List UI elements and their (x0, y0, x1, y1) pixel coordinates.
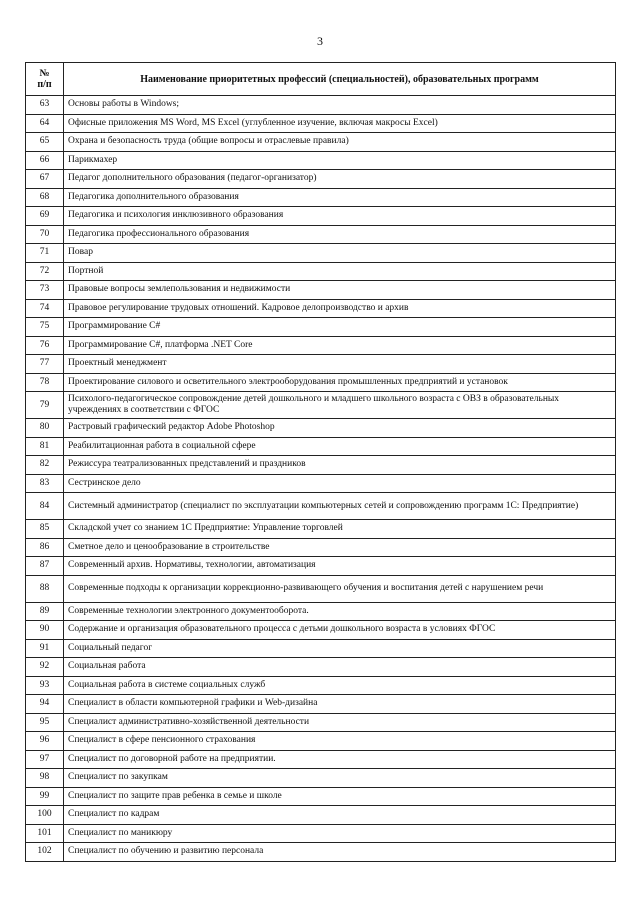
row-number: 102 (26, 843, 64, 862)
table-row (26, 621, 616, 640)
row-number: 99 (26, 787, 64, 806)
row-name: Складской учет со знанием 1С Предприятие: Управление торговлей (64, 520, 616, 539)
table-row (26, 769, 616, 788)
row-number: 94 (26, 695, 64, 714)
row-number: 70 (26, 225, 64, 244)
table-row (26, 244, 616, 263)
row-number: 72 (26, 262, 64, 281)
row-name: Портной (64, 262, 616, 281)
table-row (26, 806, 616, 825)
table-row (26, 474, 616, 493)
table-row (26, 787, 616, 806)
row-number: 86 (26, 538, 64, 557)
table-row (26, 151, 616, 170)
page-number: 3 (317, 34, 323, 48)
table-row (26, 318, 616, 337)
row-name: Специалист в области компьютерной графики и Web-дизайна (64, 695, 616, 714)
row-name: Педагогика и психология инклюзивного образования (64, 207, 616, 226)
row-number: 77 (26, 355, 64, 374)
table-row (26, 262, 616, 281)
row-name: Парикмахер (64, 151, 616, 170)
row-number: 92 (26, 658, 64, 677)
table-body (26, 96, 616, 862)
row-name: Охрана и безопасность труда (общие вопросы и отраслевые правила) (64, 133, 616, 152)
row-number: 65 (26, 133, 64, 152)
row-number: 83 (26, 474, 64, 493)
row-name: Современный архив. Нормативы, технологии, автоматизация (64, 557, 616, 576)
row-name: Специалист по договорной работе на предприятии. (64, 750, 616, 769)
table-row (26, 676, 616, 695)
row-name: Социальная работа в системе социальных служб (64, 676, 616, 695)
row-name: Социальная работа (64, 658, 616, 677)
table-row (26, 520, 616, 539)
table-row (26, 373, 616, 392)
row-name: Педагог дополнительного образования (педагог-организатор) (64, 170, 616, 189)
row-number: 68 (26, 188, 64, 207)
row-name: Педагогика дополнительного образования (64, 188, 616, 207)
row-name: Режиссура театрализованных представлений и праздников (64, 456, 616, 475)
table-row (26, 392, 616, 419)
table-row (26, 732, 616, 751)
row-number: 84 (26, 493, 64, 520)
table-row (26, 695, 616, 714)
row-name: Специалист административно-хозяйственной деятельности (64, 713, 616, 732)
table-row (26, 713, 616, 732)
row-name: Программирование C# (64, 318, 616, 337)
row-name: Растровый графический редактор Adobe Photoshop (64, 419, 616, 438)
header-name: Наименование приоритетных профессий (специальностей), образовательных программ (64, 63, 616, 96)
table-row (26, 336, 616, 355)
row-number: 85 (26, 520, 64, 539)
row-number: 88 (26, 575, 64, 602)
row-number: 90 (26, 621, 64, 640)
row-name: Специалист в сфере пенсионного страхования (64, 732, 616, 751)
row-number: 101 (26, 824, 64, 843)
row-name: Современные подходы к организации коррекционно-развивающего обучения и воспитания детей с нарушением речи (64, 575, 616, 602)
row-number: 87 (26, 557, 64, 576)
table-row (26, 437, 616, 456)
table-row (26, 602, 616, 621)
row-number: 80 (26, 419, 64, 438)
table-header-row (26, 63, 616, 96)
row-name: Педагогика профессионального образования (64, 225, 616, 244)
table-row (26, 843, 616, 862)
row-name: Правовое регулирование трудовых отношений. Кадровое делопроизводство и архив (64, 299, 616, 318)
row-number: 89 (26, 602, 64, 621)
row-name: Содержание и организация образовательного процесса с детьми дошкольного возраста в условиях ФГОС (64, 621, 616, 640)
row-number: 93 (26, 676, 64, 695)
row-name: Специалист по кадрам (64, 806, 616, 825)
row-name: Системный администратор (специалист по эксплуатации компьютерных сетей и сопровождению программ 1С: Предприятие) (64, 493, 616, 520)
row-name: Основы работы в Windows; (64, 96, 616, 115)
row-number: 96 (26, 732, 64, 751)
row-name: Реабилитационная работа в социальной сфере (64, 437, 616, 456)
table-row (26, 750, 616, 769)
table-row (26, 493, 616, 520)
table-row (26, 299, 616, 318)
table-row (26, 456, 616, 475)
row-number: 100 (26, 806, 64, 825)
row-name: Современные технологии электронного документооборота. (64, 602, 616, 621)
table-row (26, 355, 616, 374)
row-name: Сметное дело и ценообразование в строительстве (64, 538, 616, 557)
row-name: Проектирование силового и осветительного электрооборудования промышленных предприятий и установок (64, 373, 616, 392)
row-number: 63 (26, 96, 64, 115)
row-number: 69 (26, 207, 64, 226)
row-name: Специалист по защите прав ребенка в семье и школе (64, 787, 616, 806)
row-name: Сестринское дело (64, 474, 616, 493)
row-number: 66 (26, 151, 64, 170)
table-row (26, 281, 616, 300)
row-number: 73 (26, 281, 64, 300)
row-number: 98 (26, 769, 64, 788)
table-row (26, 639, 616, 658)
row-number: 74 (26, 299, 64, 318)
table-row (26, 96, 616, 115)
table-row (26, 419, 616, 438)
row-number: 79 (26, 392, 64, 419)
table-row (26, 170, 616, 189)
table-row (26, 824, 616, 843)
row-number: 71 (26, 244, 64, 263)
row-name: Офисные приложения MS Word, MS Excel (углубленное изучение, включая макросы Excel) (64, 114, 616, 133)
header-number: № п/п (26, 63, 64, 96)
row-name: Специалист по маникюру (64, 824, 616, 843)
row-number: 91 (26, 639, 64, 658)
row-name: Социальный педагог (64, 639, 616, 658)
table-row (26, 207, 616, 226)
table-row (26, 114, 616, 133)
row-name: Повар (64, 244, 616, 263)
row-name: Психолого-педагогическое сопровождение детей дошкольного и младшего школьного возраста с ОВЗ в образовательных учреждениях в соответствии с ФГОС (64, 392, 616, 419)
row-number: 95 (26, 713, 64, 732)
row-number: 75 (26, 318, 64, 337)
table-row (26, 133, 616, 152)
table-row (26, 188, 616, 207)
table-row (26, 658, 616, 677)
row-name: Специалист по обучению и развитию персонала (64, 843, 616, 862)
table-row (26, 575, 616, 602)
row-number: 78 (26, 373, 64, 392)
row-number: 64 (26, 114, 64, 133)
table-row (26, 538, 616, 557)
row-number: 76 (26, 336, 64, 355)
table-row (26, 557, 616, 576)
row-name: Программирование C#, платформа .NET Core (64, 336, 616, 355)
row-name: Специалист по закупкам (64, 769, 616, 788)
row-number: 67 (26, 170, 64, 189)
row-name: Правовые вопросы землепользования и недвижимости (64, 281, 616, 300)
row-number: 82 (26, 456, 64, 475)
row-name: Проектный менеджмент (64, 355, 616, 374)
table-row (26, 225, 616, 244)
row-number: 81 (26, 437, 64, 456)
professions-table (25, 62, 616, 862)
row-number: 97 (26, 750, 64, 769)
